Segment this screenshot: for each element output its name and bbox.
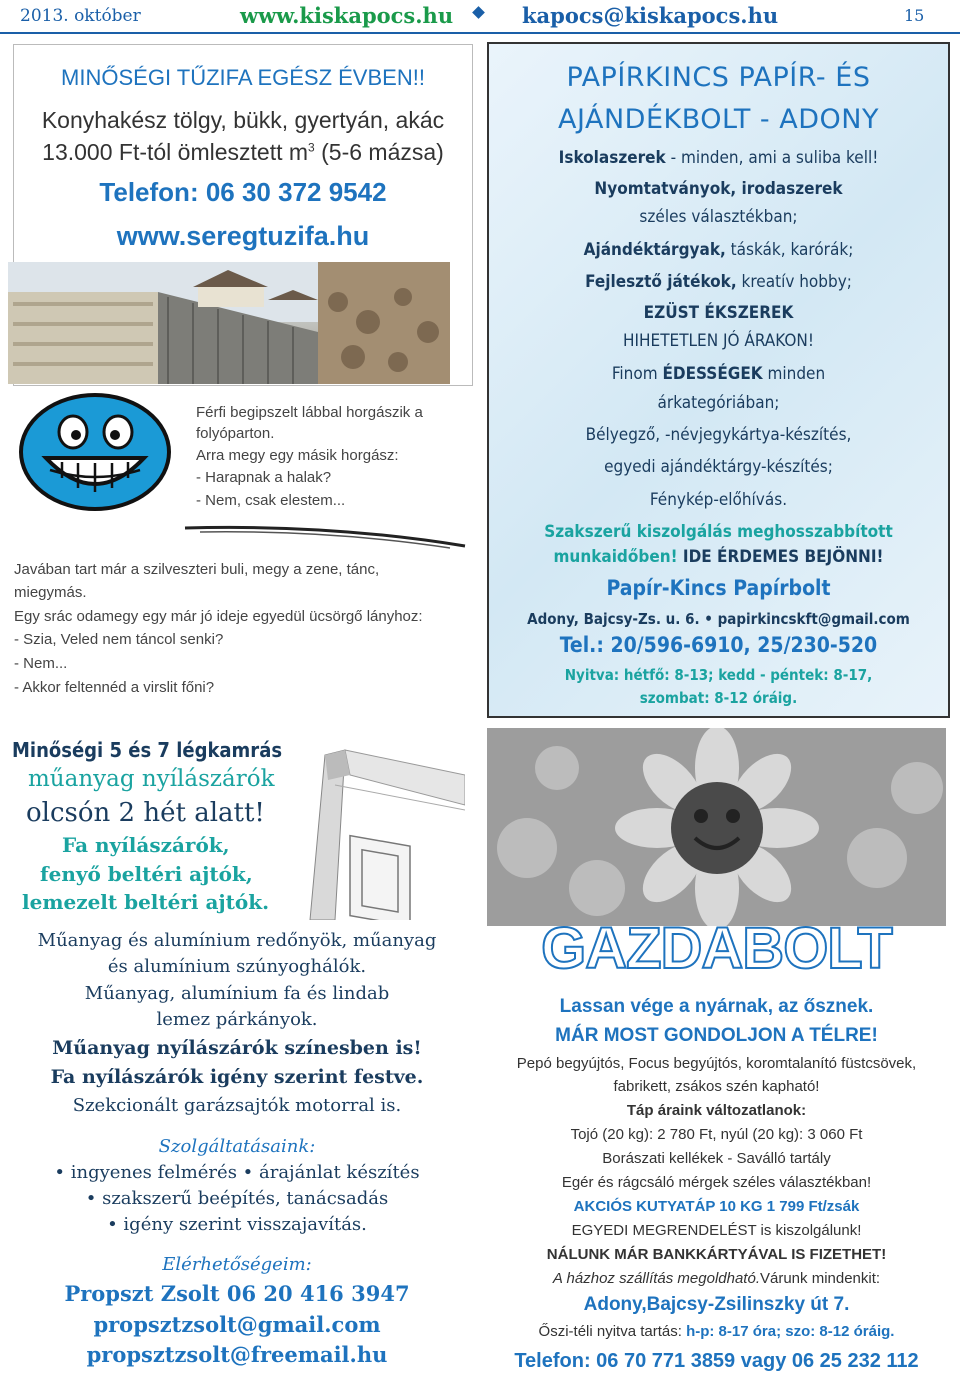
text: munkaidőben! bbox=[553, 547, 678, 567]
gz-line-10: EGYEDI MEGRENDELÉST is kiszolgálunk! bbox=[571, 1222, 862, 1239]
gz-line-2: MÁR MOST GONDOLJON A TÉLRE! bbox=[555, 1025, 878, 1046]
service-line: • szakszerű beépítés, tanácsadás bbox=[85, 1188, 389, 1209]
contact-email[interactable]: propsztzsolt@gmail.com bbox=[93, 1312, 381, 1337]
service-line: • igény szerint visszajavítás. bbox=[107, 1214, 367, 1235]
joke-line: Javában tart már a szilveszteri buli, megy a zene, tánc, bbox=[14, 561, 380, 578]
firewood-phone: Telefon: 06 30 372 9542 bbox=[99, 177, 387, 207]
joke-line: - Szia, Veled nem táncol senki? bbox=[14, 631, 224, 648]
price-quantity: (5-6 mázsa) bbox=[314, 139, 444, 165]
joke-line: Arra megy egy másik horgász: bbox=[196, 447, 399, 464]
text: kreatív hobby; bbox=[736, 272, 852, 292]
email-link[interactable]: kapocs@kiskapocs.hu bbox=[522, 3, 779, 28]
bold-text: Iskolaszerek bbox=[558, 148, 666, 168]
text: - minden, ami a suliba kell! bbox=[665, 148, 879, 168]
gz-line-6: Tojó (20 kg): 2 780 Ft, nyúl (20 kg): 3 060 Ft bbox=[570, 1126, 863, 1143]
gz-address: Adony,Bajcsy-Zsilinszky út 7. bbox=[583, 1294, 850, 1315]
shop-name: Papír-Kincs Papírbolt bbox=[606, 576, 831, 600]
hours-value: h-p: 8-17 óra; szo: 8-12 óráig. bbox=[686, 1323, 895, 1340]
joke-line: - Harapnak a halak? bbox=[196, 469, 332, 486]
contact-title: Elérhetőségeim: bbox=[162, 1254, 312, 1275]
shop-line-sweets bbox=[489, 364, 948, 384]
shop-line-price-cat: árkategóriában; bbox=[657, 393, 780, 413]
joke-line: Férfi begipszelt lábbal horgászik a bbox=[196, 404, 423, 421]
text: minden bbox=[762, 364, 826, 384]
product-line: Műanyag és alumínium redőnyök, műanyag bbox=[37, 930, 437, 951]
text: Finom bbox=[611, 364, 663, 384]
shop-line-jewelry: EZÜST ÉKSZEREK bbox=[643, 303, 794, 323]
shop-line-wide: széles választékban; bbox=[639, 207, 798, 227]
firewood-photo-art bbox=[8, 262, 450, 384]
diamond-icon bbox=[472, 6, 485, 19]
window-h3: olcsón 2 hét alatt! bbox=[26, 798, 265, 828]
text: IDE ÉRDEMES BEJÖNNI! bbox=[677, 547, 884, 567]
page-number: 15 bbox=[904, 6, 925, 25]
joke-line: - Nem... bbox=[14, 655, 68, 672]
gz-line-11: NÁLUNK MÁR BANKKÁRTYÁVAL IS FIZETHET! bbox=[546, 1246, 887, 1263]
shop-line-hours bbox=[489, 547, 948, 567]
gazdabolt-title: GAZDABOLT bbox=[541, 916, 892, 981]
firewood-photo bbox=[8, 262, 450, 384]
product-line-bold: Fa nyílászárók igény szerint festve. bbox=[50, 1066, 424, 1088]
bold-text: ÉDESSÉGEK bbox=[662, 364, 763, 384]
firewood-types: Konyhakész tölgy, bükk, gyertyán, akác bbox=[41, 107, 445, 133]
shop-hours-1: Nyitva: hétfő: 8-13; kedd - péntek: 8-17, bbox=[564, 666, 873, 684]
welcome-text: Várunk mindenkit: bbox=[760, 1270, 881, 1287]
window-h2: műanyag nyílászárók bbox=[28, 766, 275, 792]
shop-line-gifts bbox=[489, 240, 948, 260]
window-h4: Fa nyílászárók, bbox=[62, 833, 230, 857]
header-divider bbox=[0, 32, 960, 34]
window-h1: Minőségi 5 és 7 légkamrás bbox=[12, 738, 283, 762]
joke-line: miegymás. bbox=[14, 584, 87, 601]
firewood-price bbox=[14, 139, 472, 166]
product-line: Műanyag, alumínium fa és lindab bbox=[84, 983, 390, 1004]
product-line-bold: Műanyag nyílászárók színesben is! bbox=[52, 1037, 422, 1059]
sunflower-photo bbox=[487, 728, 946, 926]
shop-phone: Tel.: 20/596-6910, 25/230-520 bbox=[559, 633, 878, 657]
shop-line-photo: Fénykép-előhívás. bbox=[649, 490, 788, 510]
gz-line-4: fabrikett, zsákos szén kapható! bbox=[613, 1078, 820, 1095]
joke-line: - Akkor feltennéd a virslit főni? bbox=[14, 679, 215, 696]
window-h5: fenyő beltéri ajtók, bbox=[40, 862, 253, 886]
gz-line-7: Borászati kellékek - Saválló tartály bbox=[602, 1150, 831, 1167]
sunflower-art bbox=[487, 728, 946, 926]
shop-title-2: AJÁNDÉKBOLT - ADONY bbox=[558, 104, 879, 135]
bold-text: Fejlesztő játékok, bbox=[585, 272, 737, 292]
firewood-headline: MINŐSÉGI TŰZIFA EGÉSZ ÉVBEN!! bbox=[61, 65, 425, 90]
gz-line-12 bbox=[487, 1270, 946, 1287]
window-h6: lemezelt beltéri ajtók. bbox=[22, 890, 270, 914]
price-text: 13.000 Ft-tól ömlesztett m bbox=[42, 139, 309, 165]
website-link[interactable]: www.kiskapocs.hu bbox=[240, 3, 454, 28]
shop-address: Adony, Bajcsy-Zs. u. 6. • papirkincskft@gmail.com bbox=[527, 610, 910, 628]
services-title: Szolgáltatásaink: bbox=[158, 1136, 316, 1157]
gz-line-5: Táp áraink változatlanok: bbox=[626, 1102, 807, 1119]
product-line: Szekcionált garázsajtók motorral is. bbox=[72, 1095, 402, 1116]
gz-line-9: AKCIÓS KUTYATÁP 10 KG 1 799 Ft/zsák bbox=[573, 1198, 860, 1215]
gz-line-8: Egér és rágcsáló mérgek széles választékban! bbox=[561, 1174, 872, 1191]
joke-line: Egy srác odamegy egy már jó ideje egyedül ücsörgő lányhoz: bbox=[14, 608, 423, 625]
contact-phone: Propszt Zsolt 06 20 416 3947 bbox=[64, 1281, 410, 1306]
joke-line: folyóparton. bbox=[196, 425, 275, 442]
gz-line-1: Lassan vége a nyárnak, az ősznek. bbox=[559, 996, 874, 1017]
delivery-text: A házhoz szállítás megoldható. bbox=[552, 1270, 760, 1287]
service-line: • ingyenes felmérés • árajánlat készítés bbox=[54, 1162, 420, 1183]
shop-line-stamp: Bélyegző, -névjegykártya-készítés, bbox=[585, 425, 852, 445]
shop-line-custom: egyedi ajándéktárgy-készítés; bbox=[604, 457, 833, 477]
firewood-url[interactable]: www.seregtuzifa.hu bbox=[116, 221, 370, 251]
shop-line-service: Szakszerű kiszolgálás meghosszabbított bbox=[544, 522, 893, 542]
shop-line-toys bbox=[489, 272, 948, 292]
shop-line-forms: Nyomtatványok, irodaszerek bbox=[594, 179, 843, 199]
product-line: lemez párkányok. bbox=[156, 1009, 318, 1030]
smiley-icon bbox=[18, 392, 173, 512]
shop-title-1: PAPÍRKINCS PAPÍR- ÉS bbox=[566, 62, 871, 93]
cubic-sup: 3 bbox=[308, 140, 315, 155]
paper-shop-ad bbox=[487, 42, 950, 718]
gz-hours bbox=[487, 1323, 946, 1340]
page-header bbox=[0, 0, 960, 36]
window-profile-image bbox=[290, 745, 465, 920]
gz-phone: Telefon: 06 70 771 3859 vagy 06 25 232 112 bbox=[514, 1350, 919, 1372]
bold-text: Ajándéktárgyak, bbox=[583, 240, 726, 260]
gz-line-3: Pepó begyújtós, Focus begyújtós, koromtalanító füstcsövek, bbox=[516, 1055, 917, 1072]
brush-stroke-divider bbox=[180, 518, 470, 552]
issue-date: 2013. október bbox=[20, 6, 141, 26]
product-line: és alumínium szúnyoghálók. bbox=[107, 956, 367, 977]
joke-line: - Nem, csak elestem... bbox=[196, 492, 346, 509]
hours-label: Őszi-téli nyitva tartás: bbox=[538, 1323, 687, 1340]
text: táskák, karórák; bbox=[725, 240, 854, 260]
shop-hours-2: szombat: 8-12 óráig. bbox=[639, 689, 798, 707]
shop-line-prices: HIHETETLEN JÓ ÁRAKON! bbox=[623, 331, 814, 351]
contact-email[interactable]: propsztzsolt@freemail.hu bbox=[86, 1342, 388, 1367]
shop-line-school bbox=[489, 148, 948, 168]
